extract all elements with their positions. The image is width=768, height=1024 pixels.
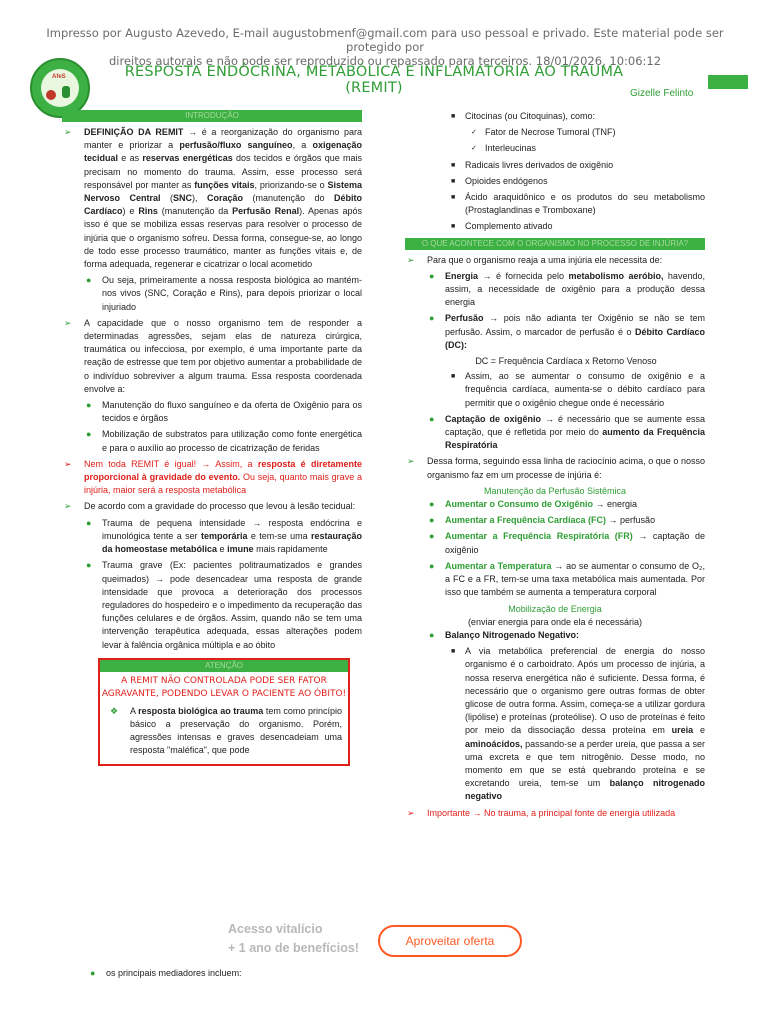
arrow-bullet-icon: ➢ xyxy=(64,458,72,469)
dot-bullet-icon: ● xyxy=(429,531,435,542)
dot-bullet-icon: ● xyxy=(86,517,92,528)
arrow-bullet-icon: ➢ xyxy=(64,317,72,328)
dot-bullet-icon: ● xyxy=(86,275,92,286)
square-bullet-icon: ■ xyxy=(451,177,456,185)
check-icon: ✓ xyxy=(471,145,477,153)
alert-header: ATENÇÃO xyxy=(100,660,348,672)
list-item: ● Mobilização de substratos para utilização como fonte energética e para o auxílio ao processo de cicatrização de feridas xyxy=(86,429,362,453)
section-header-introducao: INTRODUÇÃO xyxy=(62,110,362,122)
square-bullet-icon: ■ xyxy=(451,373,456,381)
square-bullet-icon: ■ xyxy=(451,648,456,656)
list-item: ● Ou seja, primeiramente a nossa resposta biológica ao mantém-nos vivos (SNC, Coração e Rins), para depois priorizar o local injuriado xyxy=(86,275,362,312)
logo-text: AfeS xyxy=(52,74,66,80)
header-accent-bar xyxy=(708,75,748,89)
list-item: ● Balanço Nitrogenado Negativo: xyxy=(427,629,705,642)
right-column xyxy=(405,110,705,823)
dot-bullet-icon: ● xyxy=(429,499,435,510)
subsection-title-manutencao: Manutenção da Perfusão Sistêmica xyxy=(483,485,627,496)
list-item: ■ Ácido araquidônico e os produtos do seu metabolismo (Prostaglandinas e Tromboxane) xyxy=(451,192,705,216)
list-item: ● Perfusão → pois não adianta ter Oxigênio se não se tem perfusão. Assim, o marcador de perfusão é o Débito Cardíaco (DC): xyxy=(429,313,705,350)
list-item: ✓ Fator de Necrose Tumoral (TNF) xyxy=(469,126,705,139)
arrow-bullet-icon: ➢ xyxy=(64,127,72,137)
promo-line-2: + 1 ano de benefícios! xyxy=(228,941,359,955)
square-bullet-icon: ■ xyxy=(451,161,456,169)
list-item: ■ Assim, ao se aumentar o consumo de oxigênio e a frequência cardíaca, aumenta-se o débito cardíaco para permitir que o oxigênio chegue onde é necessário xyxy=(451,371,705,408)
list-item: ● Aumentar a Frequência Respiratória (FR) → captação de oxigênio xyxy=(429,531,705,555)
diamond-bullet-icon: ❖ xyxy=(110,705,119,716)
dot-bullet-icon: ● xyxy=(429,413,435,424)
print-watermark xyxy=(30,26,740,68)
dot-bullet-icon: ● xyxy=(429,629,435,640)
leaf-icon xyxy=(62,86,70,98)
watermark-line-1: Impresso por Augusto Azevedo, E-mail augustobmenf@gmail.com para uso pessoal e privado. Este material pode ser protegido por xyxy=(46,26,724,54)
dot-bullet-icon: ● xyxy=(86,429,92,440)
alert-line-2: AGRAVANTE, PODENDO LEVAR O PACIENTE AO ÓBITO! xyxy=(101,688,347,699)
left-column xyxy=(62,110,362,766)
author-name: Gizelle Felinto xyxy=(630,88,694,99)
arrow-bullet-icon: ➢ xyxy=(64,501,72,512)
aproveitar-oferta-button[interactable]: Aproveitar oferta xyxy=(378,925,522,957)
section-header-processo-injuria: O QUE ACONTECE COM O ORGANISMO NO PROCESSO DE INJÚRIA? xyxy=(405,238,705,250)
dessa-forma-paragraph: ➢ Dessa forma, seguindo essa linha de raciocínio acima, o que o nosso organismo faz em um processe de injúria é: xyxy=(407,456,705,480)
list-item: ● Aumentar o Consumo de Oxigênio → energia xyxy=(427,498,705,511)
arrow-bullet-icon: ➢ xyxy=(407,254,415,265)
list-item: ● Captação de oxigênio → é necessário que se aumente essa captação, que é refletida por meio do aumento da Frequência Respiratória xyxy=(429,413,705,451)
promo-text xyxy=(228,920,359,958)
list-item: ● Trauma de pequena intensidade → resposta endócrina e imunológica tente a ser temporária e tem-se uma restauração da homeostase metabólica e imune mais rapidamente xyxy=(86,517,362,555)
watermark-line-2: direitos autorais e não pode ser reproduzido ou repassado para terceiros. 18/01/2026, 10:06:12 xyxy=(108,54,662,68)
list-item: ■ Opioides endógenos xyxy=(449,175,705,188)
logo xyxy=(30,58,90,118)
dot-bullet-icon: ● xyxy=(429,560,435,571)
heart-icon xyxy=(46,90,56,100)
list-item: ● Aumentar a Temperatura → ao se aumentar o consumo de O₂, a FC e a FR, tem-se uma taxa metabólica mais aumentada. Por isso que também se aumenta a temperatura corporal xyxy=(429,560,705,598)
alert-line-1: A REMIT NÃO CONTROLADA PODE SER FATOR xyxy=(121,675,327,686)
nem-toda-remit-paragraph: ➢ Nem toda REMIT é igual! → Assim, a resposta é diretamente proporcional à gravidade do evento. Ou seja, quanto mais grave a injúria, maior será a resposta metabólica xyxy=(64,458,362,496)
list-item: ■ A via metabólica preferencial de energia do nosso organismo é o carboidrato. Após um processo de injúria, a nossa reserva energética não é suficiente. Dessa forma, é necessário que o organismo gere outras formas de obter glicose de outra forma. Assim, começa-se a utilizar gordura (lipólise) e proteínas (proteólise). O uso de proteínas é feito por meio da dissociação dessa proteína em ureia e aminoácidos, passando-se a perder ureia, que passa a ser uma excreta e que tem nitrogênio. Desse modo, no momento em que se está quebrando proteína e se excretando ureia, tem-se um balanço nitrogenado negativo xyxy=(451,646,705,802)
square-bullet-icon: ■ xyxy=(451,194,456,202)
list-item: ■ Complemento ativado xyxy=(449,220,705,233)
dot-bullet-icon: ● xyxy=(86,560,92,571)
dot-bullet-icon: ● xyxy=(429,270,435,281)
promo-line-1: Acesso vitalício xyxy=(228,922,323,936)
list-item: ■ Radicais livres derivados de oxigênio xyxy=(449,159,705,172)
capacity-paragraph: ➢ A capacidade que o nosso organismo tem de responder a determinadas agressões, sejam elas de natureza cirúrgica, traumática ou infecciosa, por exemplo, é uma importante parte da reação de estresse que tem por objetivo aumentar a probabilidade de o indivíduo sobreviver a algum trauma. Essa resposta coordenada envolve a: xyxy=(64,317,362,394)
page-title: RESPOSTA ENDÓCRINA, METABÓLICA E INFLAMATÓRIA AO TRAUMA (REMIT) xyxy=(124,64,624,96)
check-icon: ✓ xyxy=(471,129,477,137)
react-paragraph: ➢ Para que o organismo reaja a uma injúria ele necessita de: xyxy=(405,254,705,267)
subsection-subtitle-mobilizacao: (enviar energia para onde ela é necessária) xyxy=(467,616,643,627)
bottom-list-item: ● os principais mediadores incluem: xyxy=(90,968,242,978)
arrow-bullet-icon: ➢ xyxy=(407,807,415,818)
square-bullet-icon: ■ xyxy=(451,113,456,120)
list-item: ● Aumentar a Frequência Cardíaca (FC) → perfusão xyxy=(427,514,705,527)
dot-bullet-icon: ● xyxy=(429,515,435,526)
dot-bullet-icon: ● xyxy=(429,313,435,324)
list-item: ● Energia → é fornecida pelo metabolismo aeróbio, havendo, assim, a necessidade de oxigênio para a produção dessa energia xyxy=(429,270,705,308)
promo-banner xyxy=(0,908,768,992)
importante-paragraph: ➢ Importante → No trauma, a principal fonte de energia utilizada xyxy=(405,807,705,820)
square-bullet-icon: ■ xyxy=(451,223,456,231)
dc-formula: DC = Frequência Cardíaca x Retorno Venoso xyxy=(475,356,657,367)
alert-list-item: ❖ A resposta biológica ao trauma tem como princípio básico a preservação do organismo. Porém, agressões intensas e graves desencadeiam uma resposta "maléfica", que pode xyxy=(110,705,343,756)
dot-bullet-icon: ● xyxy=(90,968,96,978)
list-item: ● Manutenção do fluxo sanguíneo e da oferta de Oxigênio para os tecidos e órgãos xyxy=(86,400,362,424)
definition-paragraph: ➢ DEFINIÇÃO DA REMIT → é a reorganização do organismo para manter e priorizar a perfusão/fluxo sanguíneo, a oxigenação tecidual e as reservas energéticas dos tecidos e órgãos que mais precisam no momento do trauma. Assim, esse processo será responsável por manter as funções vitais, priorizando-se o Sistema Nervoso Central (SNC), Coração (manutenção do Débito Cardíaco) e Rins (manutenção da Perfusão Renal). Apenas após isso é que se mobiliza essas reservas para resolver o processo de injúria que o organismo sofreu. Dessa forma, consegue-se, ao longo de todo esse processo traumático, manter as funções vitais e, de forma adequada, regenerar e cicatrizar o local acometido xyxy=(64,127,363,270)
subsection-title-mobilizacao: Mobilização de Energia xyxy=(508,603,602,614)
list-item: ● Trauma grave (Ex: pacientes politraumatizados e grandes queimados) → pode desencadear uma resposta de grande intensidade que provoca a deterioração dos processos reguladores do hospedeiro e o impedimento da recuperação das funções celulares e de órgãos. Assim, quando não se tem uma intervenção terapêutica adequada, essas alterações podem levar à falência orgânica múltipla e ao óbito xyxy=(86,560,362,650)
list-item: ✓ Interleucinas xyxy=(469,142,705,155)
alert-box xyxy=(98,658,350,766)
gravidade-paragraph: ➢ De acordo com a gravidade do processo que levou à lesão tecidual: xyxy=(62,500,362,513)
dot-bullet-icon: ● xyxy=(86,400,92,411)
arrow-bullet-icon: ➢ xyxy=(407,456,415,467)
list-item: ■ Citocinas (ou Citoquinas), como: xyxy=(449,110,705,123)
